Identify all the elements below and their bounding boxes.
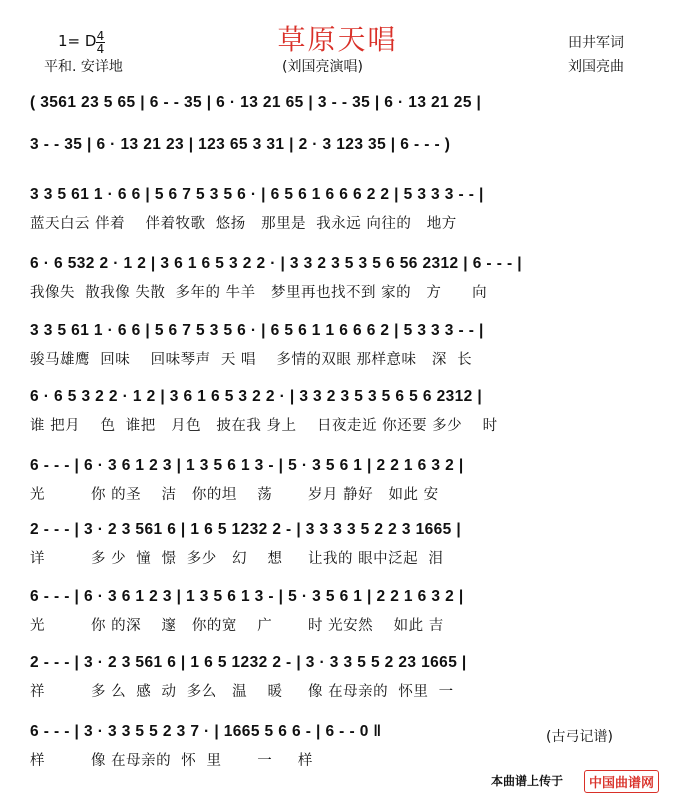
song-title: 草原天唱: [277, 23, 398, 56]
score-system: [30, 322, 645, 368]
lyric-line: 祥 多 么 感 动 多么 温 暖 像 在母亲的 怀里 一: [30, 684, 454, 700]
notation-line: 6 - - - | 6 · 3 6 1 2 3 | 1 3 5 6 1 3 - | 5 · 3 5 6 1 | 2 2 1 6 3 2 |: [30, 457, 464, 474]
tempo-marking: 平和. 安详地: [44, 59, 123, 75]
lyric-line: 我像失 散我像 失散 多年的 牛羊 梦里再也找不到 家的 方 向: [30, 285, 488, 301]
performer: (刘国亮演唱): [282, 59, 363, 75]
score-system: [30, 457, 645, 503]
notation-line: 2 - - - | 3 · 2 3 561 6 | 1 6 5 1232 2 - | 3 3 3 3 5 2 2 3 1665 |: [30, 521, 462, 538]
notation-line: 2 - - - | 3 · 2 3 561 6 | 1 6 5 1232 2 - | 3 · 3 3 5 5 2 23 1665 |: [30, 654, 467, 671]
time-top: 4: [96, 29, 105, 43]
score-system: [30, 255, 645, 301]
notation-line: 6 · 6 532 2 · 1 2 | 3 6 1 6 5 3 2 2 · | 3 3 2 3 5 3 5 6 56 2312 | 6 - - - |: [30, 255, 522, 272]
lyric-line: [30, 162, 645, 184]
notation-line: 6 - - - | 6 · 3 6 1 2 3 | 1 3 5 6 1 3 - | 5 · 3 5 6 1 | 2 2 1 6 3 2 |: [30, 588, 464, 605]
lyric-line: 光 你 的深 邃 你的宽 广 时 光安然 如此 吉: [30, 618, 444, 634]
time-signature: [96, 30, 105, 55]
score-system: [30, 521, 645, 567]
lyric-line: 样 像 在母亲的 怀 里 一 样: [30, 753, 313, 769]
notation-credit: (古弓记谱): [546, 729, 613, 745]
score-system: [30, 186, 645, 232]
lyricist: 田井军词: [568, 35, 624, 51]
score-system: [30, 588, 645, 634]
notation-line: 3 3 5 61 1 · 6 6 | 5 6 7 5 3 5 6 · | 6 5 6 1 6 6 6 2 2 | 5 3 3 3 - - |: [30, 186, 484, 203]
lyric-line: 蓝天白云 伴着 伴着牧歌 悠扬 那里是 我永远 向往的 地方: [30, 216, 457, 232]
notation-line: 3 3 5 61 1 · 6 6 | 5 6 7 5 3 5 6 · | 6 5 6 1 1 6 6 6 2 | 5 3 3 3 - - |: [30, 322, 484, 339]
notation-line: 3 - - 35 | 6 · 13 21 23 | 123 65 3 31 | 2 · 3 123 35 | 6 - - - ): [30, 136, 451, 153]
notation-line: 6 · 6 5 3 2 2 · 1 2 | 3 6 1 6 5 3 2 2 · | 3 3 2 3 5 3 5 6 5 6 2312 |: [30, 388, 483, 405]
composer: 刘国亮曲: [568, 59, 624, 75]
notation-line: ( 3561 23 5 65 | 6 - - 35 | 6 · 13 21 65 | 3 - - 35 | 6 · 13 21 25 |: [30, 94, 482, 111]
score-system: [30, 94, 645, 130]
upload-note: 本曲谱上传于: [490, 774, 563, 788]
score-system: [30, 136, 645, 172]
lyric-line: 详 多 少 憧 憬 多少 幻 想 让我的 眼中泛起 泪: [30, 551, 444, 567]
lyric-line: 骏马雄鹰 回味 回味琴声 天 唱 多情的双眼 那样意味 深 长: [30, 352, 473, 368]
lyric-line: 光 你 的圣 洁 你的坦 荡 岁月 静好 如此 安: [30, 487, 439, 503]
score-system: [30, 654, 645, 700]
lyric-line: 谁 把月 色 谁把 月色 披在我 身上 日夜走近 你还要 多少 时: [30, 418, 498, 434]
score-system: [30, 388, 645, 434]
site-logo: 中国曲谱网: [584, 770, 659, 793]
key-signature: 1= D: [58, 32, 97, 50]
notation-line: 6 - - - | 3 · 3 3 5 5 2 3 7 · | 1665 5 6 6 - | 6 - - 0 ‖: [30, 723, 382, 740]
time-bottom: 4: [96, 42, 105, 56]
